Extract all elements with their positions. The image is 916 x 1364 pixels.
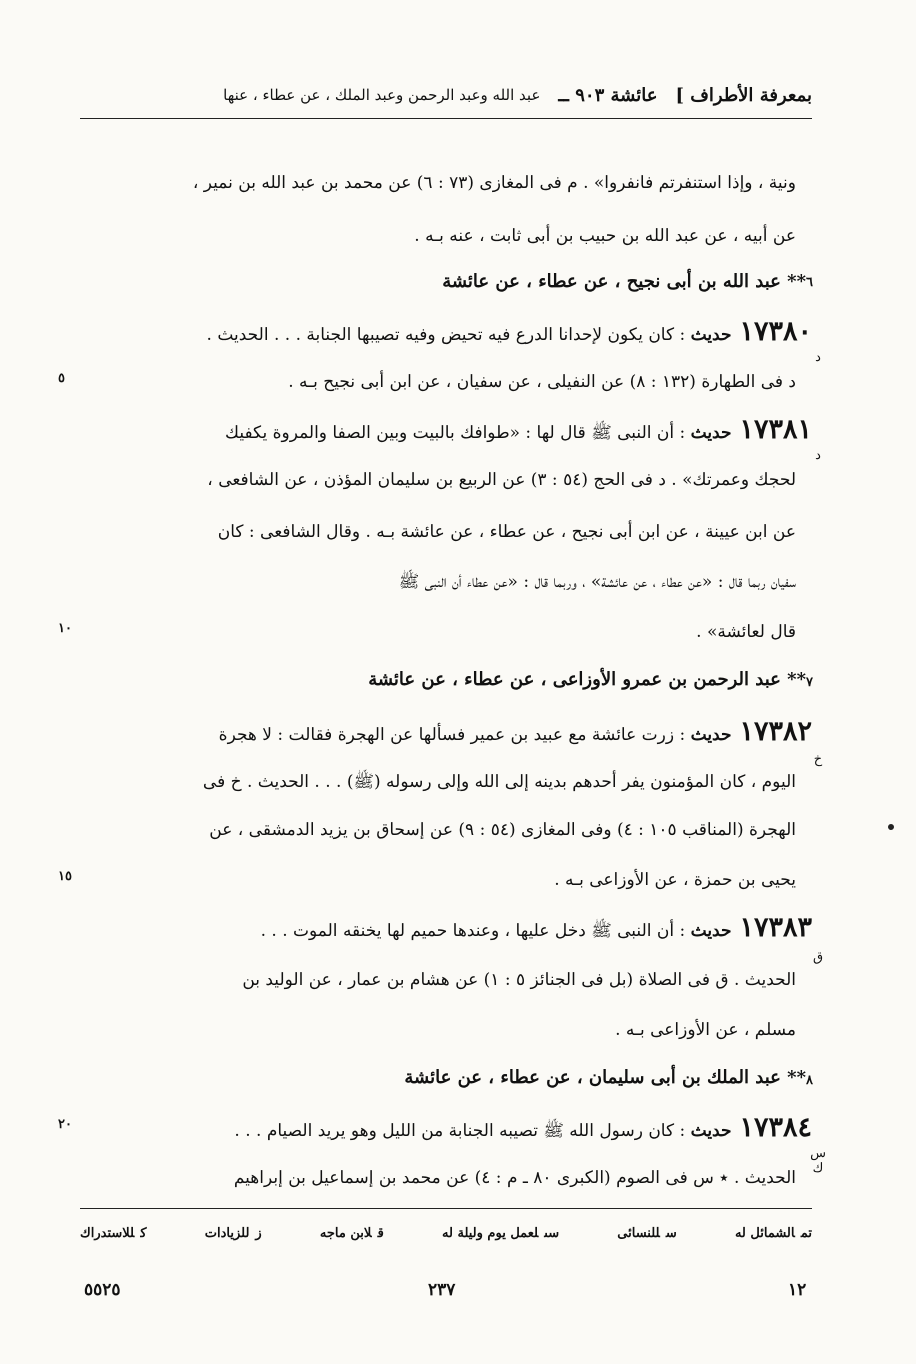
line-counter: ٥ — [58, 371, 65, 386]
key-item: سىلعمل يوم وليلة له — [442, 1225, 560, 1241]
chain-number: ٧ — [806, 675, 813, 690]
line-counter: ٢٠ — [58, 1117, 72, 1132]
text-line: ونية ، وإذا استنفرتم فانفروا» . م فى المغازى (٧٣ : ٦) عن محمد بن عبد الله بن نمير ، — [192, 173, 796, 193]
key-item: كللاستدراك — [80, 1225, 147, 1241]
text-line: د فى الطهارة (١٣٢ : ٨) عن النفيلى ، عن سفيان ، عن ابن أبى نجيح بـه . — [288, 372, 796, 392]
ink-mark — [888, 824, 894, 830]
hadith-number: ١٧٣٨٤ — [739, 1112, 812, 1143]
text-line: الهجرة (المناقب ١٠٥ : ٤) وفى المغازى (٥٤ : ٩) عن إسحاق بن يزيد الدمشقى ، عن — [209, 820, 796, 840]
text-line: الحديث . ٭ س فى الصوم (الكبرى ٨٠ ـ م : ٤) عن محمد بن إسماعيل بن إبراهيم — [233, 1168, 796, 1188]
chain-heading: ** عبد الله بن أبى نجيح ، عن عطاء ، عن عائشة — [442, 271, 806, 292]
source-siglum: خ — [813, 752, 823, 767]
header-book-title: بمعرفة الأطراف ] — [675, 84, 812, 106]
line-counter: ١٠ — [58, 621, 72, 636]
text-line: قال لعائشة» . — [696, 622, 796, 642]
hadith-number: ١٧٣٨٣ — [739, 912, 812, 943]
header-chain: عبد الله وعبد الرحمن وعبد الملك ، عن عطاء ، عنها — [223, 86, 541, 104]
text-line: يحيى بن حمزة ، عن الأوزاعى بـه . — [554, 870, 796, 890]
key-item: زللزيادات — [204, 1225, 262, 1241]
hadith-number: ١٧٣٨٠ — [739, 316, 812, 347]
text-line: عن أبيه ، عن عبد الله بن حبيب بن أبى ثابت ، عنه بـه . — [414, 226, 796, 246]
volume-page-number: ١٢ — [788, 1280, 807, 1300]
hadith-entry: ١٧٣٨٣حديث : أن النبى ﷺ دخل عليها ، وعندها حميم لها يخنقه الموت . . . — [260, 912, 812, 943]
footer-rule — [80, 1208, 812, 1209]
key-item: تمالشمائل له — [734, 1225, 812, 1241]
hadith-entry: ١٧٣٨١حديث : أن النبى ﷺ قال لها : «طوافك بالبيت وبين الصفا والمروة يكفيك — [225, 414, 812, 445]
abbreviation-key — [80, 1218, 812, 1248]
chain-number: ٨ — [806, 1073, 813, 1088]
hadith-number: ١٧٣٨١ — [739, 414, 812, 445]
source-siglum: س ك — [810, 1146, 826, 1176]
hadith-entry: ١٧٣٨٤حديث : كان رسول الله ﷺ تصيبه الجنابة من الليل وهو يريد الصيام . . . — [234, 1112, 812, 1143]
chain-heading: ** عبد الملك بن أبى سليمان ، عن عطاء ، عن عائشة — [404, 1067, 806, 1088]
text-line: مسلم ، عن الأوزاعى بـه . — [615, 1020, 796, 1040]
text-line: سفيان ربما قال : «عن عطاء ، عن عائشة» ، وربما قال : «عن عطاء أن النبى ﷺ — [398, 572, 796, 592]
header-section: عائشة ٩٠٣ ــ — [558, 84, 658, 106]
hadith-entry: ١٧٣٨٢حديث : زرت عائشة مع عبيد بن عمير فسألها عن الهجرة فقالت : لا هجرة — [218, 716, 812, 747]
line-counter: ١٥ — [58, 869, 72, 884]
chain-number: ٦ — [806, 275, 813, 290]
running-total-number: ٥٥٢٥ — [84, 1280, 121, 1300]
text-line: عن ابن عيينة ، عن ابن أبى نجيح ، عن عطاء ، عن عائشة بـه . وقال الشافعى : كان — [217, 522, 796, 542]
hadith-entry: ١٧٣٨٠حديث : كان يكون لإحدانا الدرع فيه تحيض وفيه تصيبها الجنابة . . . الحديث . — [206, 316, 812, 347]
source-siglum: د — [815, 350, 821, 365]
page-number: ٢٣٧ — [428, 1280, 456, 1300]
text-line: اليوم ، كان المؤمنون يفر أحدهم بدينه إلى الله وإلى رسوله (ﷺ) . . . الحديث . خ فى — [202, 772, 796, 792]
text-line: لحجك وعمرتك» . د فى الحج (٥٤ : ٣) عن الربيع بن سليمان المؤذن ، عن الشافعى ، — [207, 470, 796, 490]
key-item: قلابن ماجه — [319, 1225, 384, 1241]
source-siglum: د — [815, 448, 821, 463]
text-line: الحديث . ق فى الصلاة (بل فى الجنائز ٥ : ١) عن هشام بن عمار ، عن الوليد بن — [242, 970, 796, 990]
hadith-number: ١٧٣٨٢ — [739, 716, 812, 747]
key-item: سللنسائى — [617, 1225, 677, 1241]
source-siglum: ق — [812, 950, 824, 965]
chain-heading: ** عبد الرحمن بن عمرو الأوزاعى ، عن عطاء ، عن عائشة — [368, 669, 806, 690]
